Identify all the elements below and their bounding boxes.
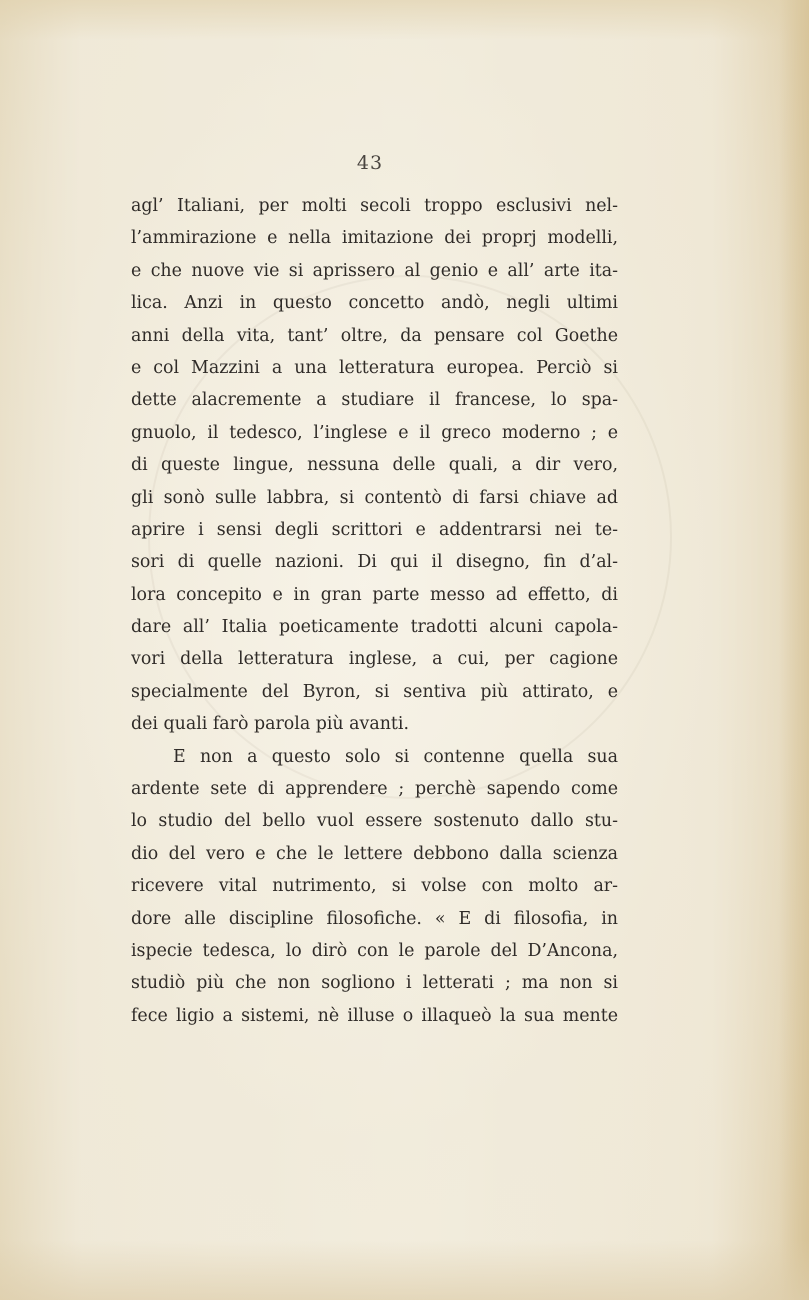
text-line: ardente sete di apprendere ; perchè sapendo come [131, 779, 618, 800]
text-line: studiò più che non sogliono i letterati ; ma non si [131, 973, 618, 994]
text-line: ispecie tedesca, lo dirò con le parole del D’Ancona, [131, 940, 618, 961]
text-line: lora concepito e in gran parte messo ad effetto, di [131, 584, 618, 605]
page-bottom-shading [0, 1240, 809, 1300]
text-line: dore alle discipline filosofiche. « E di filosofia, in [131, 908, 618, 929]
body-text [131, 190, 618, 1032]
text-line: dio del vero e che le lettere debbono dalla scienza [131, 843, 618, 864]
page-number: 43 [356, 152, 384, 174]
text-line: anni della vita, tant’ oltre, da pensare col Goethe [131, 325, 618, 346]
text-line: sori di quelle nazioni. Di qui il disegno, fin d’al- [131, 552, 618, 573]
text-line: di queste lingue, nessuna delle quali, a dir vero, [131, 455, 618, 476]
paragraph-end-line: dei quali farò parola più avanti. [131, 714, 409, 735]
text-line: l’ammirazione e nella imitazione dei proprj modelli, [131, 228, 618, 249]
text-line: e che nuove vie si aprissero al genio e all’ arte ita- [131, 260, 618, 281]
text-line: ricevere vital nutrimento, si volse con molto ar- [131, 876, 618, 897]
text-line: aprire i sensi degli scrittori e addentrarsi nei te- [131, 519, 618, 540]
page-top-shading [0, 0, 809, 40]
text-line: dette alacremente a studiare il francese, lo spa- [131, 390, 618, 411]
text-line: agl’ Italiani, per molti secoli troppo esclusivi nel- [131, 196, 618, 216]
text-line: gli sonò sulle labbra, si contentò di farsi chiave ad [131, 487, 618, 508]
text-line: gnuolo, il tedesco, l’inglese e il greco moderno ; e [131, 422, 618, 443]
text-line: specialmente del Byron, si sentiva più attirato, e [131, 681, 618, 702]
text-line: fece ligio a sistemi, nè illuse o illaqueò la sua mente [131, 1005, 618, 1026]
paragraph-start-line: E non a questo solo si contenne quella sua [173, 746, 618, 767]
text-line: e col Mazzini a una letteratura europea. Perciò si [131, 357, 618, 378]
text-line: vori della letteratura inglese, a cui, per cagione [131, 649, 618, 670]
page-right-shading [779, 0, 809, 1300]
text-line: dare all’ Italia poeticamente tradotti alcuni capola- [131, 617, 618, 638]
text-line: lo studio del bello vuol essere sostenuto dallo stu- [131, 811, 618, 832]
text-line: lica. Anzi in questo concetto andò, negli ultimi [131, 293, 618, 314]
